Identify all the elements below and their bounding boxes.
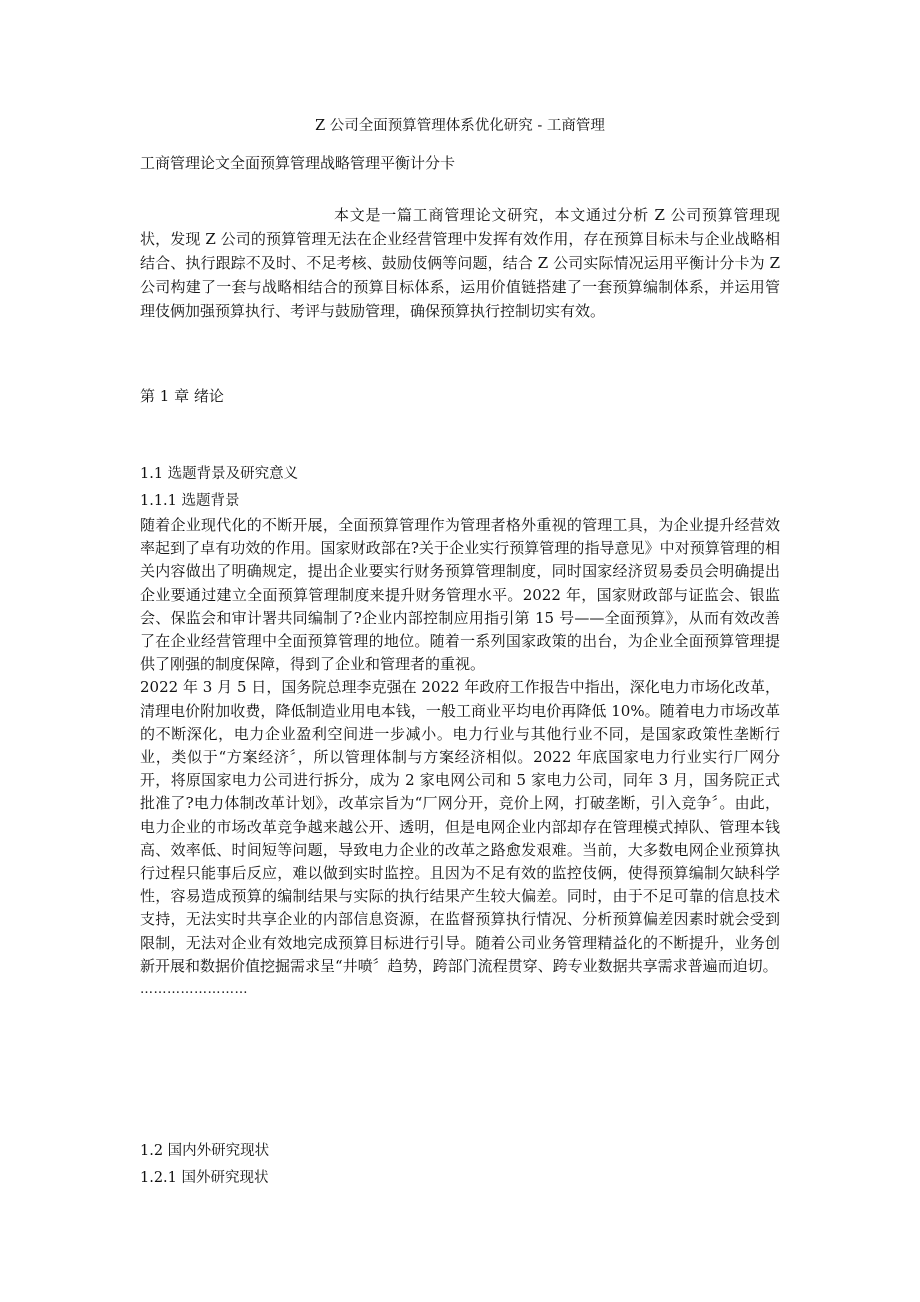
- ellipsis: ……………………: [140, 982, 248, 998]
- document-title: Z 公司全面预算管理体系优化研究 - 工商管理: [315, 118, 605, 134]
- section-heading-1-1: 1.1 选题背景及研究意义: [140, 466, 299, 482]
- section-heading-1-2-1: 1.2.1 国外研究现状: [140, 1170, 269, 1186]
- body-text: [140, 514, 780, 1002]
- abstract-paragraph: 本文是一篇工商管理论文研究，本文通过分析 Z 公司预算管理现状，发现 Z 公司的预算管理无法在企业经营管理中发挥有效作用，存在预算目标未与企业战略相结合、执行跟踪不及时、不足考核、鼓励伎俩等问题，结合 Z 公司实际情况运用平衡计分卡为 Z 公司构建了一套与战略相结合的预算目标体系，运用价值链搭建了一套预算编制体系，并运用管理伎俩加强预算执行、考评与鼓励管理，确保预算执行控制切实有效。: [140, 206, 780, 320]
- body-paragraph: 随着企业现代化的不断开展，全面预算管理作为管理者格外重视的管理工具，为企业提升经营效率起到了卓有功效的作用。国家财政部在?关于企业实行预算管理的指导意见》中对预算管理的相关内容做出了明确规定，提出企业要实行财务预算管理制度，同时国家经济贸易委员会明确提出企业要通过建立全面预算管理制度来提升财务管理水平。2022 年，国家财政部与证监会、银监会、保监会和审计署共同编制了?企业内部控制应用指引第 15 号——全面预算》，从而有效改善了在企业经营管理中全面预算管理的地位。随着一系列国家政策的出台，为企业全面预算管理提供了刚强的制度保障，得到了企业和管理者的重视。: [140, 516, 780, 674]
- keywords-line: 工商管理论文全面预算管理战略管理平衡计分卡: [140, 154, 456, 172]
- section-heading-1-1-1: 1.1.1 选题背景: [140, 493, 240, 509]
- section-heading-1-2: 1.2 国内外研究现状: [140, 1143, 270, 1159]
- chapter-heading: 第 1 章 绪论: [140, 387, 224, 405]
- body-paragraph: 2022 年 3 月 5 日，国务院总理李克强在 2022 年政府工作报告中指出，深化电力市场化改革，清理电价附加收费，降低制造业用电本钱，一般工商业平均电价再降低 10%。随着电力市场改革的不断深化，电力企业盈利空间进一步减小。电力行业与其他行业不同，是国家政策性垄断行业，类似于“方案经济〞，所以管理体制与方案经济相似。2022 年底国家电力行业实行厂网分开，将原国家电力公司进行拆分，成为 2 家电网公司和 5 家电力公司，同年 3 月，国务院正式批准了?电力体制改革计划》，改革宗旨为“厂网分开，竞价上网，打破垄断，引入竞争〞。由此，电力企业的市场改革竞争越来越公开、透明，但是电网企业内部却存在管理模式掉队、管理本钱高、效率低、时间短等问题，导致电力企业的改革之路愈发艰难。当前，大多数电网企业预算执行过程只能事后反应，难以做到实时监控。且因为不足有效的监控伎俩，使得预算编制欠缺科学性，容易造成预算的编制结果与实际的执行结果产生较大偏差。同时，由于不足可靠的信息技术支持，无法实时共享企业的内部信息资源，在监督预算执行情况、分析预算偏差因素时就会受到限制，无法对企业有效地完成预算目标进行引导。随着公司业务管理精益化的不断提升，业务创新开展和数据价值挖掘需求呈“井喷〞趋势，跨部门流程贯穿、跨专业数据共享需求普遍而迫切。: [140, 678, 780, 975]
